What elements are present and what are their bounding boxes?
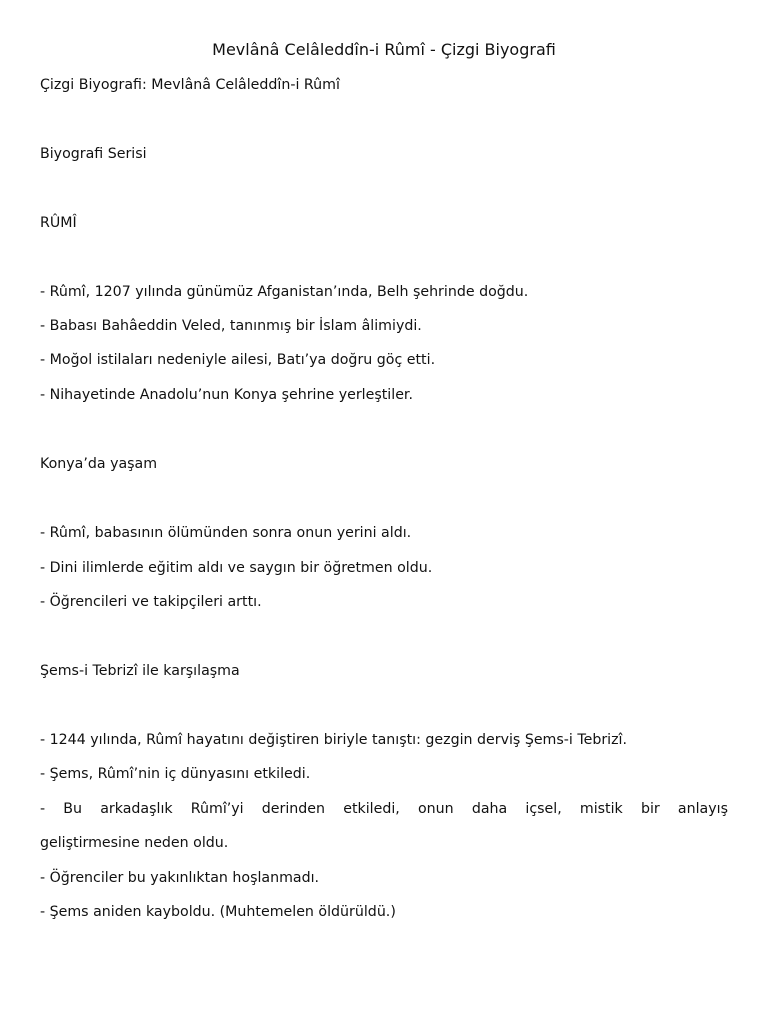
list-item: - 1244 yılında, Rûmî hayatını değiştiren biriyle tanıştı: gezgin derviş Şems-i Tebrizî. <box>40 732 628 748</box>
list-item: - Babası Bahâeddin Veled, tanınmış bir İslam âlimiydi. <box>40 318 422 334</box>
list-item: - Nihayetinde Anadolu’nun Konya şehrine yerleştiler. <box>40 387 413 403</box>
document-subtitle: Çizgi Biyografi: Mevlânâ Celâleddîn-i Rûmî <box>40 77 340 93</box>
list-item: - Rûmî, 1207 yılında günümüz Afganistan’ında, Belh şehrinde doğdu. <box>40 284 529 300</box>
heading-rumi: RÛMÎ <box>40 215 77 231</box>
section-heading-sems: Şems-i Tebrizî ile karşılaşma <box>40 663 240 679</box>
list-item: - Şems, Rûmî’nin iç dünyasını etkiledi. <box>40 766 311 782</box>
document-title: Mevlânâ Celâleddîn-i Rûmî - Çizgi Biyografi <box>212 40 556 59</box>
list-item-continuation: geliştirmesine neden oldu. <box>40 835 229 851</box>
list-item: - Moğol istilaları nedeniyle ailesi, Batı’ya doğru göç etti. <box>40 352 436 368</box>
list-item: - Dini ilimlerde eğitim aldı ve saygın bir öğretmen oldu. <box>40 560 433 576</box>
list-item: - Öğrenciler bu yakınlıktan hoşlanmadı. <box>40 870 320 886</box>
list-item: - Bu arkadaşlık Rûmî’yi derinden etkiledi, onun daha içsel, mistik bir anlayış <box>40 801 728 817</box>
series-label: Biyografi Serisi <box>40 146 147 162</box>
list-item: - Öğrencileri ve takipçileri arttı. <box>40 594 262 610</box>
list-item: - Rûmî, babasının ölümünden sonra onun yerini aldı. <box>40 525 412 541</box>
list-item: - Şems aniden kayboldu. (Muhtemelen öldürüldü.) <box>40 904 396 920</box>
section-heading-konya: Konya’da yaşam <box>40 456 158 472</box>
